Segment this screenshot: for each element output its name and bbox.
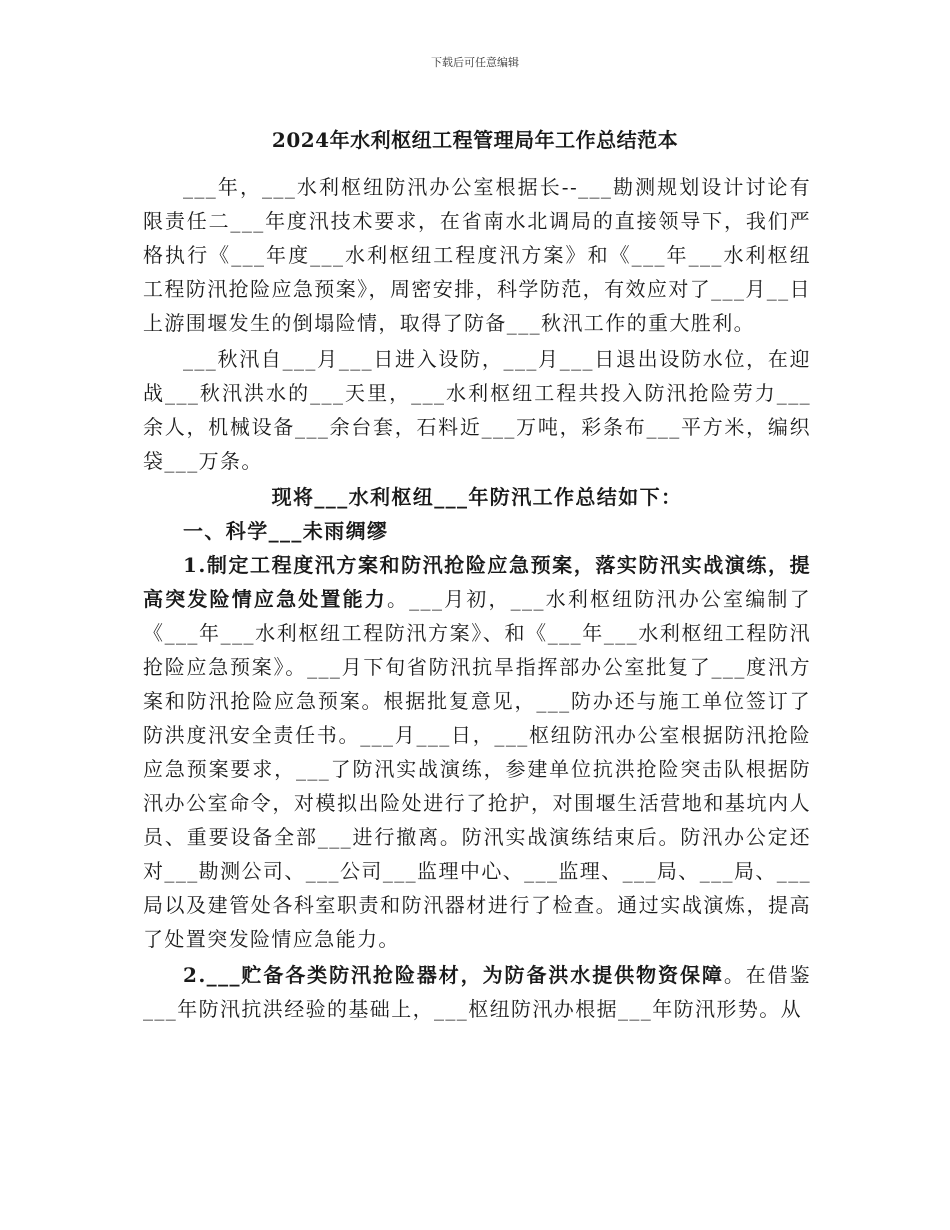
item-2-text: 。在借鉴___年防汛抗洪经验的基础上，___枢纽防汛办根据___年防汛形势。从 bbox=[143, 963, 811, 1021]
item-1-text: 。___月初，___水利枢纽防汛办公室编制了《___年___水利枢纽工程防汛方案》、和《___年___水利枢纽工程防汛抢险应急预案》。___月下旬省防汛抗旱指挥部办公室批复了___度汛方案和防汛抢险应急预案。根据批复意见，___防办还与施工单位签订了防洪度汛安全责任书。___月___日，___枢纽防汛办公室根据防汛抢险应急预案要求，___了防汛实战演练，参建单位抗洪抢险突击队根据防汛办公室命令，对模拟出险处进行了抢护，对围堰生活营地和基坑内人员、重要设备全部___进行撤离。防汛实战演练结束后。防汛办公定还对___勘测公司、___公司___监理中心、___监理、___局、___局、___局以及建管处各科室职责和防汛器材进行了检查。通过实战演炼，提高了处置突发险情应急能力。 bbox=[143, 587, 811, 951]
paragraph-autumn-flood: ___秋汛自___月___日进入设防，___月___日退出设防水位，在迎战___秋汛洪水的___天里，___水利枢纽工程共投入防汛抢险劳力___余人，机械设备___余台套，石料近___万吨，彩条布___平方米，编织袋___万条。 bbox=[143, 347, 811, 473]
paragraph-item-2 bbox=[143, 958, 811, 1026]
paragraph-item-1 bbox=[143, 548, 811, 956]
section-heading-1: 一、科学___未雨绸缪 bbox=[183, 519, 389, 543]
item-1-heading: 1.制定工程度汛方案和防汛抢险应急预案，落实防汛实战演练，提高突发险情应急处置能力 bbox=[143, 553, 811, 611]
summary-line: 现将___水利枢纽___年防汛工作总结如下： bbox=[271, 485, 683, 509]
item-2-heading: 2.___贮备各类防汛抢险器材，为防备洪水提供物资保障 bbox=[183, 963, 724, 987]
document-body bbox=[143, 170, 811, 1026]
paragraph-intro: ___年，___水利枢纽防汛办公室根据长--___勘测规划设计讨论有限责任二___年度汛技术要求，在省南水北调局的直接领导下，我们严格执行《___年度___水利枢纽工程度汛方案》和《___年___水利枢纽工程防汛抢险应急预案》，周密安排，科学防范，有效应对了___月__日上游围堰发生的倒塌险情，取得了防备___秋汛工作的重大胜利。 bbox=[143, 175, 811, 335]
document-title: 2024年水利枢纽工程管理局年工作总结范本 bbox=[271, 128, 679, 152]
header-note: 下载后可任意编辑 bbox=[431, 56, 519, 69]
